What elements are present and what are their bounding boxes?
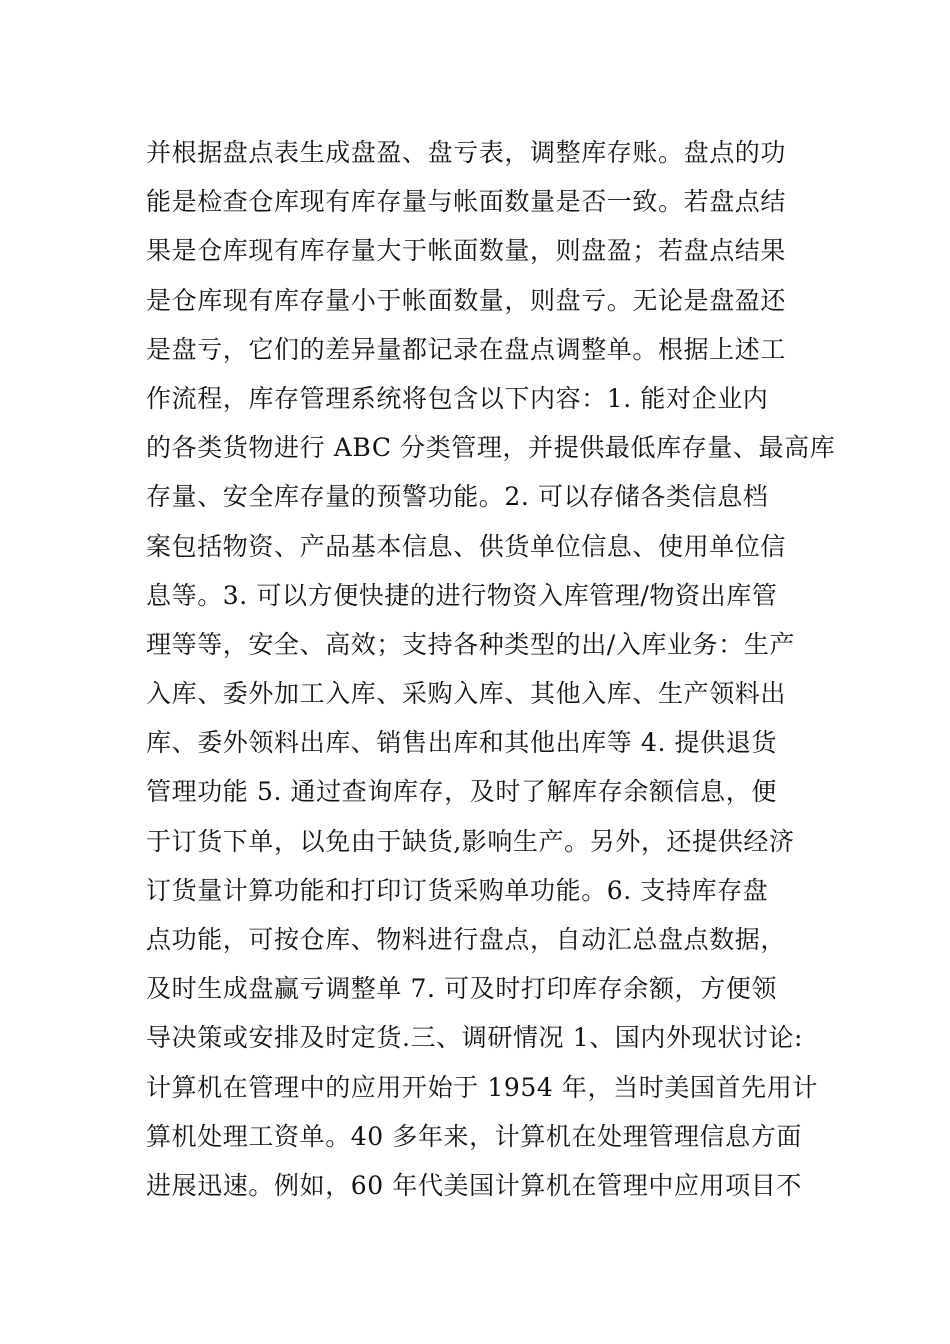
text-line: 理等等，安全、高效；支持各种类型的出/入库业务：生产 [146,629,796,659]
text-line: 进展迅速。例如，60 年代美国计算机在管理中应用项目不 [146,1170,802,1200]
body-paragraph [146,128,836,1210]
text-line: 点功能，可按仓库、物料进行盘点，自动汇总盘点数据， [146,925,787,954]
text-line: 存量、安全库存量的预警功能。2. 可以存储各类信息档 [146,482,769,512]
text-line: 算机处理工资单。40 多年来，计算机在处理管理信息方面 [146,1121,802,1151]
text-line: 及时生成盘赢亏调整单 7. 可及时打印库存余额，方便领 [146,974,777,1004]
text-line: 的各类货物进行 ABC 分类管理，并提供最低库存量、最高库 [146,433,836,463]
text-line: 作流程，库存管理系统将包含以下内容：1. 能对企业内 [146,383,769,413]
text-line: 订货量计算功能和打印订货采购单功能。6. 支持库存盘 [146,875,769,905]
text-line: 导决策或安排及时定货.三、调研情况 1、国内外现状讨论: [146,1023,804,1053]
text-line: 能是检查仓库现有库存量与帐面数量是否一致。若盘点结 [146,187,787,217]
text-line: 息等。3. 可以方便快捷的进行物资入库管理/物资出库管 [146,580,778,610]
text-line: 果是仓库现有库存量大于帐面数量，则盘盈；若盘点结果 [146,236,787,266]
text-line: 并根据盘点表生成盘盈、盘亏表，调整库存账。盘点的功 [146,138,787,167]
text-line: 是仓库现有库存量小于帐面数量，则盘亏。无论是盘盈还 [146,285,787,315]
text-line: 案包括物资、产品基本信息、供货单位信息、使用单位信 [146,531,787,561]
text-line: 是盘亏，它们的差异量都记录在盘点调整单。根据上述工 [146,334,787,364]
text-line: 管理功能 5. 通过查询库存，及时了解库存余额信息，便 [146,777,777,807]
text-line: 入库、委外加工入库、采购入库、其他入库、生产领料出 [146,679,787,709]
text-line: 于订货下单，以免由于缺货,影响生产。另外，还提供经济 [146,826,795,856]
text-line: 库、委外领料出库、销售出库和其他出库等 4. 提供退货 [146,728,777,758]
text-line: 计算机在管理中的应用开始于 1954 年，当时美国首先用计 [146,1072,818,1102]
